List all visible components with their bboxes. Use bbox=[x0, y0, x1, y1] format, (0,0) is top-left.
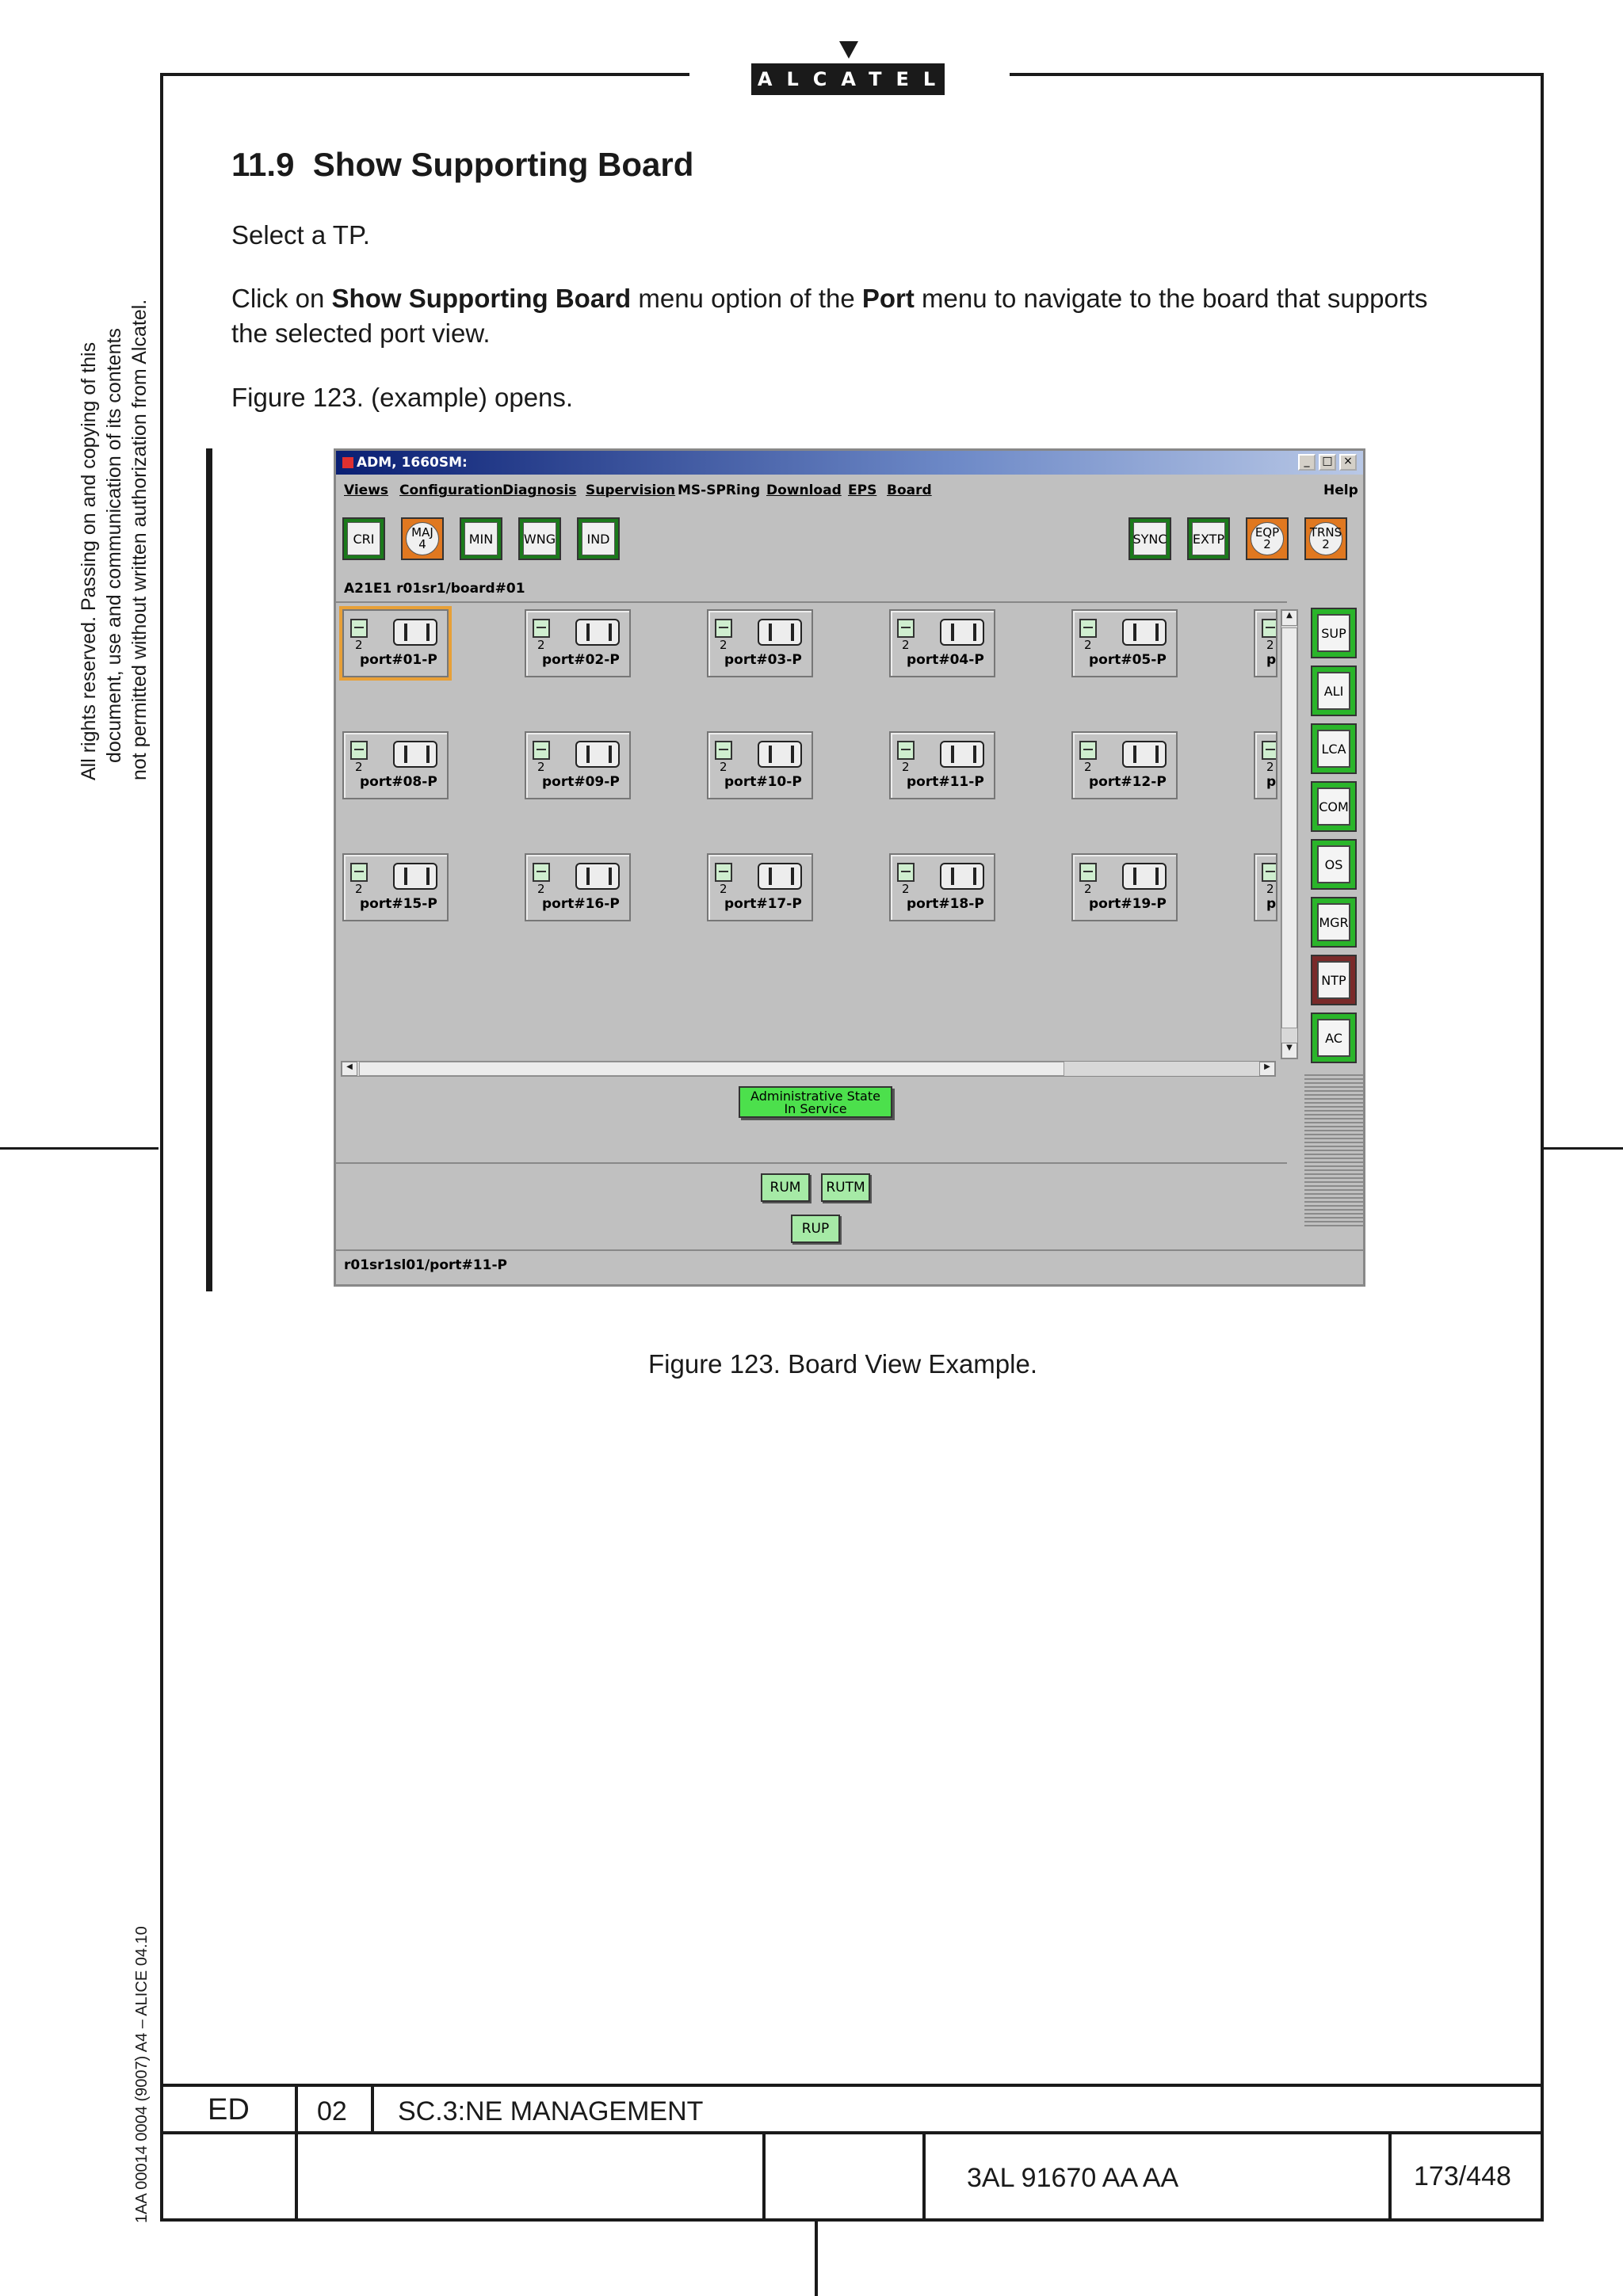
rights-note-line2: document, use and communication of its contents bbox=[103, 328, 125, 763]
port-label: p bbox=[1266, 896, 1277, 912]
port-label: port#09-P bbox=[542, 774, 620, 790]
port-tile[interactable] bbox=[707, 609, 813, 677]
port-status-icon bbox=[897, 619, 915, 638]
port-status-icon bbox=[350, 741, 368, 760]
port-status-icon bbox=[1079, 863, 1097, 882]
vertical-scrollbar[interactable] bbox=[1281, 609, 1298, 1059]
port-number: 2 bbox=[537, 882, 545, 896]
port-number: 2 bbox=[902, 760, 910, 774]
port-tile[interactable] bbox=[1071, 609, 1178, 677]
menu-views[interactable]: Views bbox=[344, 482, 389, 498]
footer-divider-4 bbox=[922, 2131, 926, 2220]
port-tile-partial[interactable] bbox=[1254, 731, 1277, 799]
change-bar bbox=[206, 448, 212, 1291]
paragraph-select: Select a TP. bbox=[231, 220, 370, 250]
port-label: port#10-P bbox=[724, 774, 802, 790]
port-tile[interactable] bbox=[1071, 731, 1178, 799]
side-panel bbox=[1303, 605, 1366, 1222]
menu-download[interactable]: Download bbox=[766, 482, 842, 498]
maximize-button[interactable]: □ bbox=[1319, 454, 1336, 471]
fold-mark-left bbox=[0, 1147, 158, 1150]
port-label: port#02-P bbox=[542, 652, 620, 668]
alarm-label: EXTP bbox=[1192, 522, 1225, 555]
port-status-icon bbox=[533, 619, 550, 638]
para-bold-menu-option: Show Supporting Board bbox=[331, 284, 632, 313]
port-label: port#01-P bbox=[360, 652, 437, 668]
port-status-icon bbox=[1262, 741, 1277, 760]
alarm-sync-button[interactable] bbox=[1128, 517, 1171, 560]
port-label: port#08-P bbox=[360, 774, 437, 790]
port-tile[interactable] bbox=[342, 731, 449, 799]
port-status-icon bbox=[350, 619, 368, 638]
port-number: 2 bbox=[902, 638, 910, 652]
alcatel-logo: ALCATEL bbox=[751, 63, 945, 95]
port-grid bbox=[336, 605, 1287, 1058]
frame-top-right bbox=[1010, 73, 1544, 76]
board-view-window bbox=[334, 448, 1365, 1287]
port-label: port#11-P bbox=[907, 774, 984, 790]
board-path: A21E1 r01sr1/board#01 bbox=[344, 581, 525, 597]
side-button-label: AC bbox=[1317, 1019, 1350, 1057]
window-title: ADM, 1660SM: bbox=[357, 455, 468, 471]
alarm-label: WNG bbox=[523, 522, 556, 555]
side-button-mgr[interactable] bbox=[1311, 897, 1357, 948]
menu-configuration[interactable]: Configuration bbox=[399, 482, 503, 498]
connector-icon bbox=[393, 619, 437, 646]
port-status-icon bbox=[715, 863, 732, 882]
rup-button[interactable]: RUP bbox=[791, 1215, 840, 1243]
admin-state-label: Administrative State bbox=[750, 1089, 880, 1104]
port-tile[interactable] bbox=[525, 731, 631, 799]
rights-note-line1: All rights reserved. Passing on and copying of this bbox=[78, 341, 100, 780]
para-text: Click on bbox=[231, 284, 332, 313]
connector-icon bbox=[575, 863, 620, 890]
port-label: port#05-P bbox=[1089, 652, 1167, 668]
admin-state-value: In Service bbox=[784, 1101, 847, 1116]
side-button-os[interactable] bbox=[1311, 839, 1357, 890]
connector-icon bbox=[393, 741, 437, 768]
port-label: port#19-P bbox=[1089, 896, 1167, 912]
port-number: 2 bbox=[355, 760, 363, 774]
port-tile[interactable] bbox=[707, 853, 813, 921]
alarm-eqp-face bbox=[1251, 522, 1284, 555]
alcatel-logo-triangle bbox=[839, 41, 858, 59]
alarm-maj-button[interactable] bbox=[401, 517, 444, 560]
side-button-label: SUP bbox=[1317, 614, 1350, 652]
port-label: port#18-P bbox=[907, 896, 984, 912]
alarm-count: 2 bbox=[1263, 537, 1271, 551]
alarm-trns-button[interactable] bbox=[1304, 517, 1347, 560]
port-label: port#12-P bbox=[1089, 774, 1167, 790]
side-button-ntp[interactable] bbox=[1311, 955, 1357, 1005]
minimize-button[interactable]: _ bbox=[1298, 454, 1316, 471]
connector-icon bbox=[940, 863, 984, 890]
alarm-trns-face bbox=[1309, 522, 1342, 555]
port-tile-partial[interactable] bbox=[1254, 609, 1277, 677]
port-number: 2 bbox=[720, 638, 727, 652]
alarm-label: EQP bbox=[1254, 525, 1280, 540]
port-status-icon bbox=[897, 741, 915, 760]
horizontal-scrollbar[interactable] bbox=[341, 1061, 1276, 1077]
frame-top-left bbox=[160, 73, 689, 76]
connector-icon bbox=[1122, 741, 1167, 768]
para-bold-menu: Port bbox=[861, 284, 915, 313]
rum-button[interactable]: RUM bbox=[761, 1173, 810, 1202]
menu-bar bbox=[336, 476, 1363, 503]
port-number: 2 bbox=[902, 882, 910, 896]
alarm-label: MAJ bbox=[411, 525, 433, 540]
port-status-icon bbox=[533, 863, 550, 882]
para-text: menu to navigate to the board that supports bbox=[914, 284, 1428, 313]
app-icon bbox=[342, 457, 353, 468]
alarm-extp-button[interactable] bbox=[1187, 517, 1230, 560]
scroll-right-arrow-icon[interactable]: ▶ bbox=[1259, 1062, 1275, 1076]
doc-code: 1AA 00014 0004 (9007) A4 – ALICE 04.10 bbox=[133, 1926, 151, 2223]
menu-help[interactable]: Help bbox=[1323, 482, 1358, 498]
scroll-up-arrow-icon[interactable]: ▲ bbox=[1281, 610, 1297, 626]
port-number: 2 bbox=[720, 760, 727, 774]
footer-chapter: SC.3:NE MANAGEMENT bbox=[398, 2096, 704, 2126]
port-number: 2 bbox=[355, 882, 363, 896]
alarm-label: CRI bbox=[347, 522, 380, 555]
menu-eps[interactable]: EPS bbox=[848, 482, 877, 498]
side-button-label: COM bbox=[1317, 788, 1350, 826]
alarm-label: SYNC bbox=[1133, 522, 1167, 555]
footer-doc-number: 3AL 91670 AA AA bbox=[967, 2163, 1179, 2193]
menu-ms-spring[interactable]: MS-SPRing bbox=[678, 482, 761, 498]
figure-caption: Figure 123. Board View Example. bbox=[648, 1349, 1037, 1379]
alarm-wng-button[interactable] bbox=[518, 517, 561, 560]
port-status-icon bbox=[1262, 619, 1277, 638]
paragraph-click bbox=[231, 281, 1499, 351]
port-status-icon bbox=[1079, 741, 1097, 760]
hscroll-thumb[interactable] bbox=[359, 1062, 1064, 1076]
connector-icon bbox=[393, 863, 437, 890]
side-button-sup[interactable] bbox=[1311, 608, 1357, 658]
menu-supervision[interactable]: Supervision bbox=[586, 482, 676, 498]
port-label: port#04-P bbox=[907, 652, 984, 668]
side-button-label: OS bbox=[1317, 845, 1350, 883]
side-button-ac[interactable] bbox=[1311, 1013, 1357, 1063]
footer-divider-1 bbox=[295, 2084, 298, 2220]
fold-mark-right bbox=[1544, 1147, 1623, 1150]
footer-line-3 bbox=[160, 2218, 1544, 2222]
administrative-state-button[interactable] bbox=[739, 1086, 892, 1118]
connector-icon bbox=[1122, 863, 1167, 890]
connector-icon bbox=[575, 619, 620, 646]
menu-board[interactable]: Board bbox=[887, 482, 932, 498]
connector-icon bbox=[1122, 619, 1167, 646]
para-text: the selected port view. bbox=[231, 318, 491, 348]
footer-divider-5 bbox=[1388, 2131, 1392, 2220]
side-button-label: ALI bbox=[1317, 672, 1350, 710]
section-title: Show Supporting Board bbox=[312, 146, 694, 183]
port-label: p bbox=[1266, 652, 1277, 668]
port-number: 2 bbox=[537, 638, 545, 652]
footer-page-number: 173/448 bbox=[1414, 2161, 1511, 2191]
side-button-label: MGR bbox=[1317, 903, 1350, 941]
alarm-maj-face bbox=[406, 522, 439, 555]
port-status-icon bbox=[533, 741, 550, 760]
port-status-icon bbox=[715, 619, 732, 638]
port-number: 2 bbox=[1084, 760, 1092, 774]
port-tile[interactable] bbox=[342, 853, 449, 921]
connector-icon bbox=[758, 863, 802, 890]
section-number: 11.9 bbox=[231, 146, 295, 183]
menu-diagnosis[interactable]: Diagnosis bbox=[502, 482, 577, 498]
port-number: 2 bbox=[1266, 760, 1274, 774]
port-number: 2 bbox=[720, 882, 727, 896]
alarm-min-button[interactable] bbox=[460, 517, 502, 560]
connector-icon bbox=[575, 741, 620, 768]
alarm-label: IND bbox=[582, 522, 615, 555]
footer-bottom-tick bbox=[815, 2220, 818, 2296]
frame-left bbox=[160, 73, 163, 2222]
footer-divider-3 bbox=[762, 2131, 766, 2220]
port-number: 2 bbox=[355, 638, 363, 652]
side-button-ali[interactable] bbox=[1311, 666, 1357, 716]
port-number: 2 bbox=[1266, 638, 1274, 652]
footer-line-2 bbox=[160, 2131, 1544, 2134]
alarm-label: TRNS bbox=[1309, 525, 1342, 540]
port-status-icon bbox=[715, 741, 732, 760]
rutm-button[interactable]: RUTM bbox=[821, 1173, 870, 1202]
port-tile[interactable] bbox=[889, 853, 995, 921]
port-label: port#17-P bbox=[724, 896, 802, 912]
connector-icon bbox=[940, 619, 984, 646]
alarm-ind-button[interactable] bbox=[577, 517, 620, 560]
lower-divider bbox=[336, 1162, 1287, 1164]
port-status-icon bbox=[1262, 863, 1277, 882]
port-status-icon bbox=[897, 863, 915, 882]
port-area-divider bbox=[336, 601, 1287, 603]
alarm-count: 2 bbox=[1322, 537, 1330, 551]
port-status-icon bbox=[1079, 619, 1097, 638]
footer-ed-value: 02 bbox=[317, 2096, 347, 2126]
connector-icon bbox=[758, 741, 802, 768]
port-label: p bbox=[1266, 774, 1277, 790]
port-label: port#03-P bbox=[724, 652, 802, 668]
alarm-eqp-button[interactable] bbox=[1246, 517, 1289, 560]
scroll-down-arrow-icon[interactable]: ▼ bbox=[1281, 1043, 1297, 1058]
section-heading bbox=[231, 146, 693, 184]
port-tile[interactable] bbox=[342, 609, 449, 677]
side-button-com[interactable] bbox=[1311, 781, 1357, 832]
alarm-label: MIN bbox=[464, 522, 498, 555]
port-tile[interactable] bbox=[889, 609, 995, 677]
port-tile[interactable] bbox=[525, 853, 631, 921]
close-button[interactable]: × bbox=[1339, 454, 1357, 471]
alarm-count: 4 bbox=[418, 537, 426, 551]
port-tile-partial[interactable] bbox=[1254, 853, 1277, 921]
footer-ed-label: ED bbox=[208, 2093, 250, 2126]
connector-icon bbox=[940, 741, 984, 768]
status-divider bbox=[336, 1249, 1363, 1251]
side-button-label: NTP bbox=[1317, 961, 1350, 999]
scroll-thumb[interactable] bbox=[1281, 627, 1297, 1028]
port-tile[interactable] bbox=[525, 609, 631, 677]
connector-icon bbox=[758, 619, 802, 646]
status-bar: r01sr1sl01/port#11-P bbox=[344, 1257, 507, 1273]
port-label: port#15-P bbox=[360, 896, 437, 912]
port-number: 2 bbox=[1084, 882, 1092, 896]
scroll-left-arrow-icon[interactable]: ◀ bbox=[342, 1062, 357, 1076]
alarm-cri-button[interactable] bbox=[342, 517, 385, 560]
port-status-icon bbox=[350, 863, 368, 882]
port-tile[interactable] bbox=[889, 731, 995, 799]
side-panel-texture bbox=[1304, 1072, 1363, 1227]
port-label: port#16-P bbox=[542, 896, 620, 912]
window-titlebar bbox=[336, 451, 1363, 475]
side-button-label: LCA bbox=[1317, 730, 1350, 768]
rights-note bbox=[76, 299, 152, 780]
port-number: 2 bbox=[537, 760, 545, 774]
port-tile[interactable] bbox=[1071, 853, 1178, 921]
port-tile[interactable] bbox=[707, 731, 813, 799]
side-button-lca[interactable] bbox=[1311, 723, 1357, 774]
footer-line-1 bbox=[160, 2084, 1544, 2087]
rights-note-line3: not permitted without written authorization from Alcatel. bbox=[128, 299, 151, 780]
para-text: menu option of the bbox=[631, 284, 862, 313]
paragraph-figure-ref: Figure 123. (example) opens. bbox=[231, 383, 574, 412]
footer-divider-2 bbox=[371, 2084, 374, 2133]
port-number: 2 bbox=[1084, 638, 1092, 652]
port-number: 2 bbox=[1266, 882, 1274, 896]
